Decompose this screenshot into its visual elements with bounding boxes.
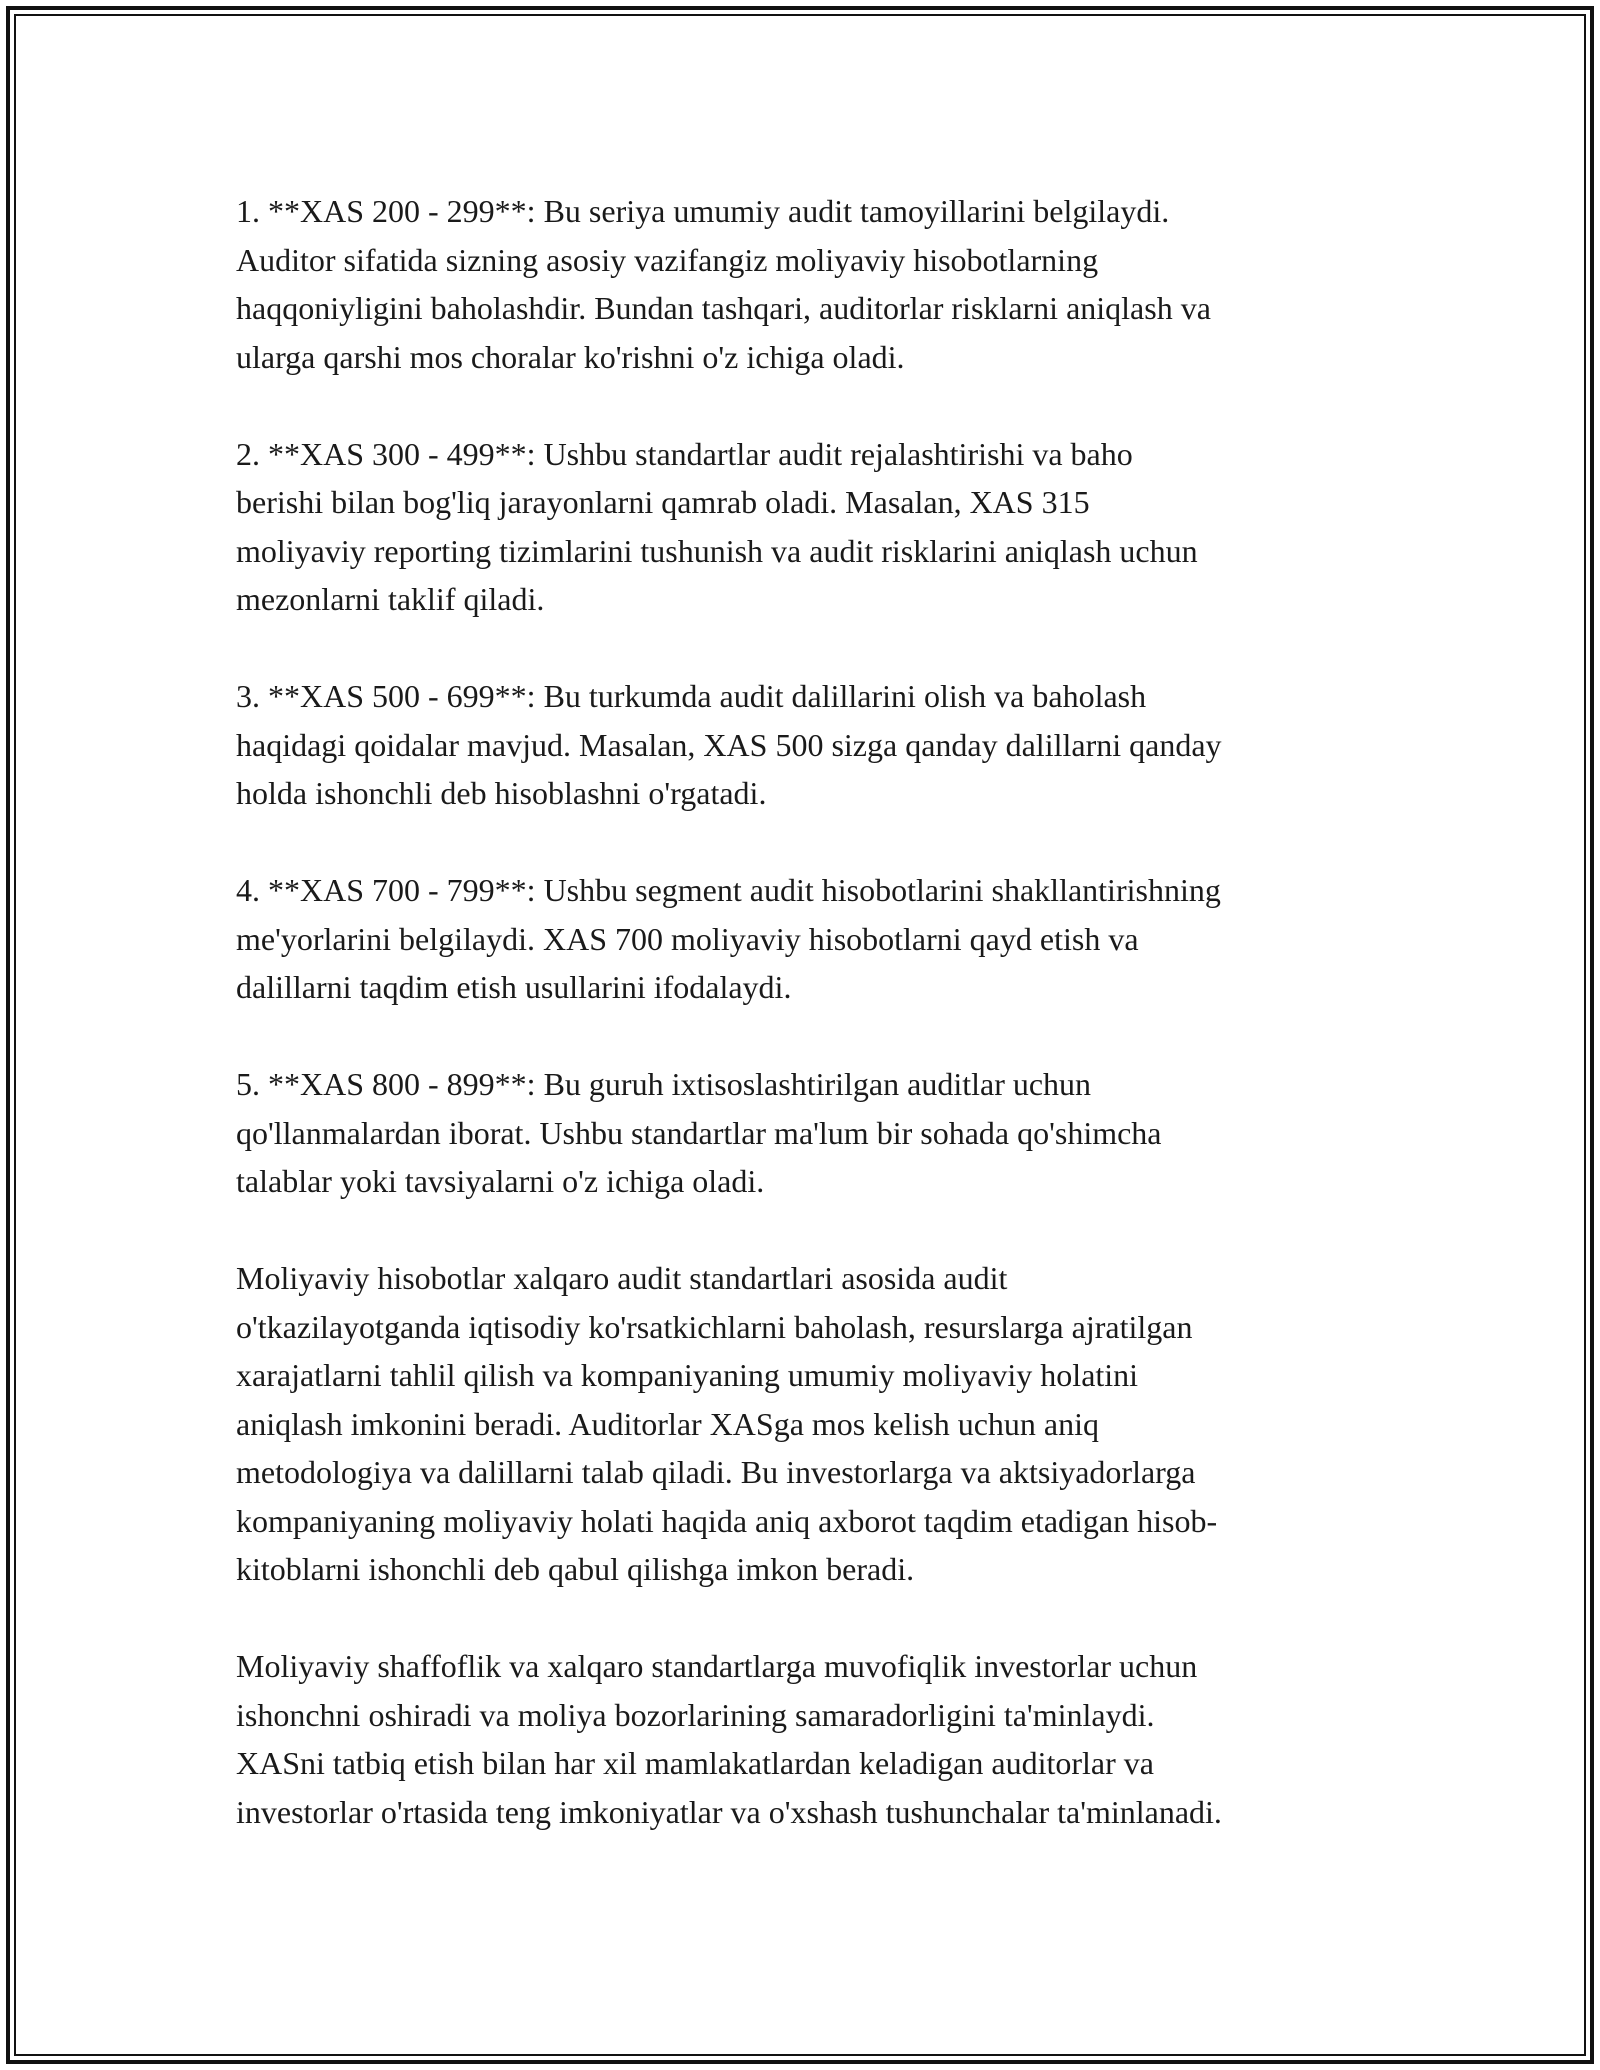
paragraph-xas-300-499: 2. **XAS 300 - 499**: Ushbu standartlar audit rejalashtirishi va baho berishi bilan bog'liq jarayonlarni qamrab oladi. Masalan, XAS 315 moliyaviy reporting tizimlarini tushunish va audit risklarini aniqlash uchun mezonlarni taklif qiladi. [236,435,1198,617]
paragraph-xas-200-299: 1. **XAS 200 - 299**: Bu seriya umumiy audit tamoyillarini belgilaydi. Auditor sifatida sizning asosiy vazifangiz moliyaviy hisobotlarning haqqoniyligini baholashdir. Bundan tashqari, auditorlar risklarni aniqlash va ularga qarshi mos choralar ko'rishni o'z ichiga oladi. [236,193,1211,375]
paragraph-transparency: Moliyaviy shaffoflik va xalqaro standartlarga muvofiqlik investorlar uchun ishonchni oshiradi va moliya bozorlarining samaradorligini ta'minlaydi. XASni tatbiq etish bilan har xil mamlakatlardan keladigan auditorlar va investorlar o'rtasida teng imkoniyatlar va o'xshash tushunchalar ta'minlanadi. [236,1648,1222,1830]
paragraph-xas-800-899: 5. **XAS 800 - 899**: Bu guruh ixtisoslashtirilgan auditlar uchun qo'llanmalardan iborat. Ushbu standartlar ma'lum bir sohada qo'shimcha talablar yoki tavsiyalarni o'z ichiga oladi. [236,1066,1162,1199]
paragraph-financial-statements: Moliyaviy hisobotlar xalqaro audit standartlari asosida audit o'tkazilayotganda iqtisodiy ko'rsatkichlarni baholash, resurslarga ajratilgan xarajatlarni tahlil qilish va kompaniyaning umumiy moliyaviy holatini aniqlash imkonini beradi. Auditorlar XASga mos kelish uchun aniq metodologiya va dalillarni talab qiladi. Bu investorlarga va aktsiyadorlarga kompaniyaning moliyaviy holati haqida aniq axborot taqdim etadigan hisob- kitoblarni ishonchli deb qabul qilishga imkon beradi. [236,1260,1218,1587]
document-body [236,187,1372,1836]
paragraph-xas-700-799: 4. **XAS 700 - 799**: Ushbu segment audit hisobotlarini shakllantirishning me'yorlarini belgilaydi. XAS 700 moliyaviy hisobotlarni qayd etish va dalillarni taqdim etish usullarini ifodalaydi. [236,872,1221,1005]
paragraph-xas-500-699: 3. **XAS 500 - 699**: Bu turkumda audit dalillarini olish va baholash haqidagi qoidalar mavjud. Masalan, XAS 500 sizga qanday dalillarni qanday holda ishonchli deb hisoblashni o'rgatadi. [236,678,1222,811]
